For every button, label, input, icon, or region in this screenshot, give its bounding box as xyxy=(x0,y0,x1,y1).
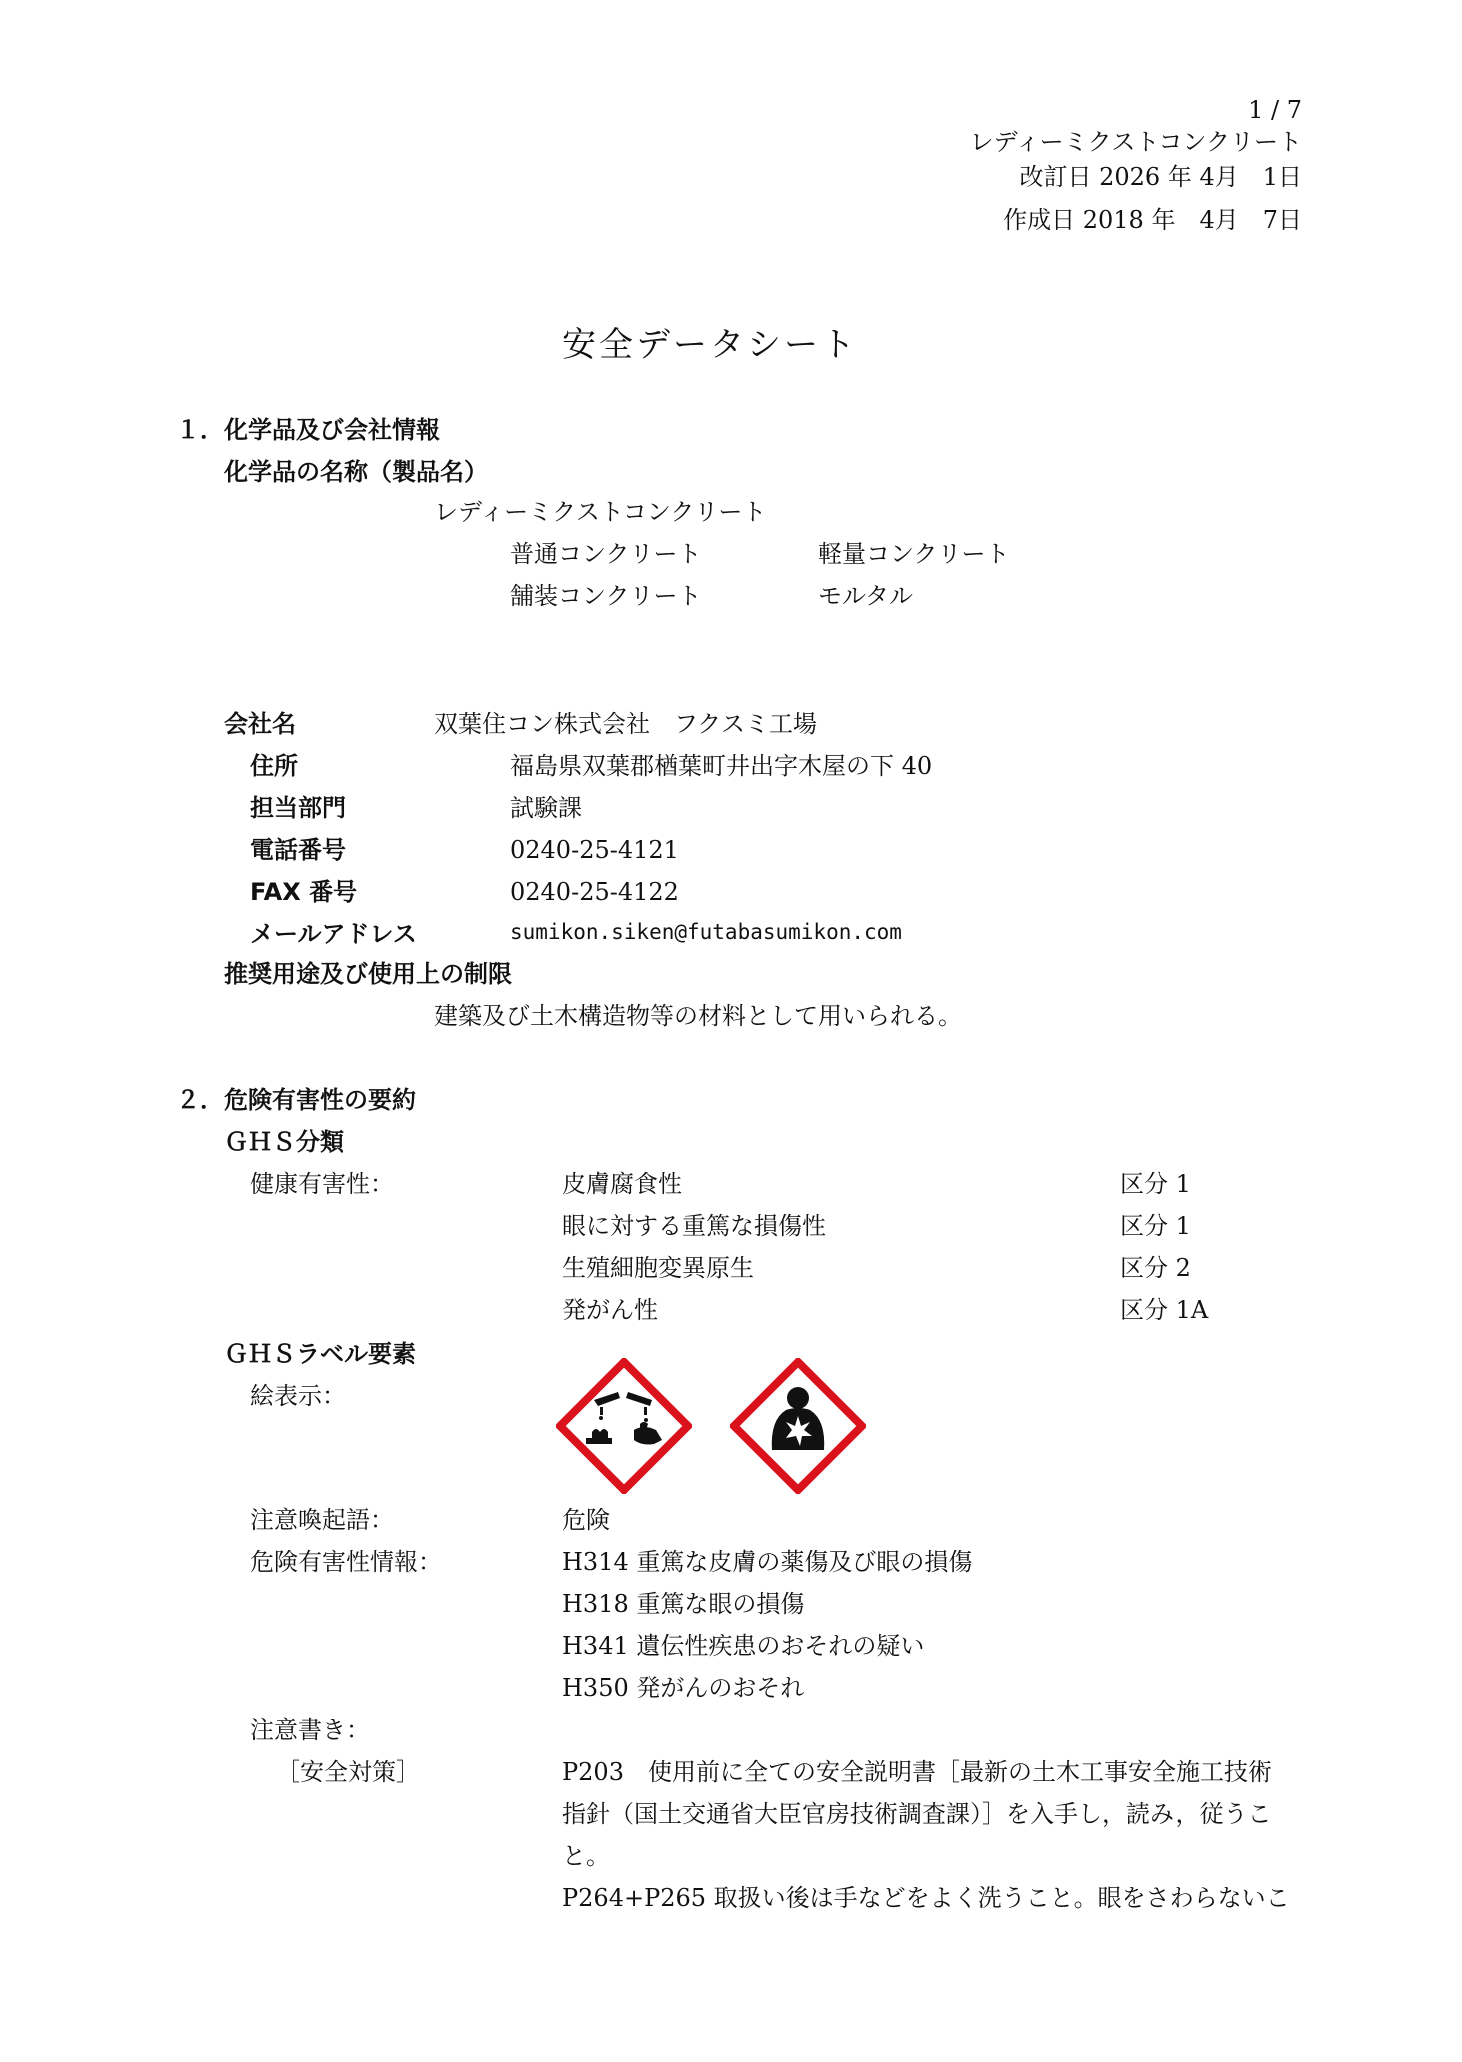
hazard-category: 区分 2 xyxy=(1120,1254,1191,1282)
phone-value: 0240-25-4121 xyxy=(510,836,679,864)
product-name: レディーミクストコンクリート xyxy=(434,498,767,526)
hazard-statement: H314 重篤な皮膚の薬傷及び眼の損傷 xyxy=(562,1548,973,1576)
corrosion-icon xyxy=(556,1358,692,1494)
department-label: 担当部門 xyxy=(250,794,346,822)
health-hazard-label: 健康有害性： xyxy=(250,1170,394,1198)
hazard-statement: H350 発がんのおそれ xyxy=(562,1674,805,1702)
phone-label: 電話番号 xyxy=(250,836,346,864)
company-label: 会社名 xyxy=(224,710,296,738)
variant-ordinary: 普通コンクリート xyxy=(510,540,702,568)
page-number: 1 / 7 xyxy=(1248,96,1302,124)
ghs-classification-label: ＧＨＳ分類 xyxy=(224,1128,344,1156)
safety-measures-label: ［安全対策］ xyxy=(276,1758,420,1786)
hazard-info-label: 危険有害性情報： xyxy=(250,1548,442,1576)
fax-label: FAX 番号 xyxy=(250,878,358,906)
hazard-statement: H318 重篤な眼の損傷 xyxy=(562,1590,805,1618)
precaution-line: P264+P265 取扱い後は手などをよく洗うこと。眼をさわらないこ xyxy=(562,1884,1290,1912)
email-label: メールアドレス xyxy=(250,920,417,948)
created-date: 作成日 2018 年 4月 7日 xyxy=(1003,206,1302,234)
page-title: 安全データシート xyxy=(562,325,858,365)
product-name-label: 化学品の名称（製品名） xyxy=(224,458,488,486)
precaution-line: 指針（国土交通省大臣官房技術調査課）］を入手し，読み，従うこ xyxy=(562,1800,1272,1828)
signal-word-label: 注意喚起語： xyxy=(250,1506,394,1534)
hazard-name: 生殖細胞変異原生 xyxy=(562,1254,754,1282)
variant-lightweight: 軽量コンクリート xyxy=(818,540,1010,568)
address-value: 福島県双葉郡楢葉町井出字木屋の下 40 xyxy=(510,752,933,780)
hazard-category: 区分 1A xyxy=(1120,1296,1209,1324)
variant-paving: 舗装コンクリート xyxy=(510,582,702,610)
hazard-name: 眼に対する重篤な損傷性 xyxy=(562,1212,826,1240)
hazard-statement: H341 遺伝性疾患のおそれの疑い xyxy=(562,1632,925,1660)
precaution-label: 注意書き： xyxy=(250,1716,370,1744)
health-hazard-icon xyxy=(730,1358,866,1494)
header-product: レディーミクストコンクリート xyxy=(969,128,1302,156)
hazard-category: 区分 1 xyxy=(1120,1170,1191,1198)
recommended-use-value: 建築及び土木構造物等の材料として用いられる。 xyxy=(434,1002,962,1030)
company-value: 双葉住コン株式会社 フクスミ工場 xyxy=(434,710,818,738)
department-value: 試験課 xyxy=(510,794,582,822)
section-1-heading: １．化学品及び会社情報 xyxy=(176,416,440,444)
variant-mortar: モルタル xyxy=(818,582,914,610)
pictogram-label: 絵表示： xyxy=(250,1382,346,1410)
signal-word-value: 危険 xyxy=(562,1506,610,1534)
email-value: sumikon.siken@futabasumikon.com xyxy=(510,920,902,944)
hazard-name: 皮膚腐食性 xyxy=(562,1170,682,1198)
address-label: 住所 xyxy=(250,752,298,780)
precaution-line: と。 xyxy=(562,1842,610,1870)
revised-date: 改訂日 2026 年 4月 1日 xyxy=(1019,163,1302,191)
ghs-label-elements-label: ＧＨＳラベル要素 xyxy=(224,1340,416,1368)
precaution-line: P203 使用前に全ての安全説明書［最新の土木工事安全施工技術 xyxy=(562,1758,1272,1786)
fax-value: 0240-25-4122 xyxy=(510,878,679,906)
section-2-heading: ２．危険有害性の要約 xyxy=(176,1086,416,1114)
recommended-use-label: 推奨用途及び使用上の制限 xyxy=(224,960,512,988)
hazard-category: 区分 1 xyxy=(1120,1212,1191,1240)
hazard-name: 発がん性 xyxy=(562,1296,658,1324)
